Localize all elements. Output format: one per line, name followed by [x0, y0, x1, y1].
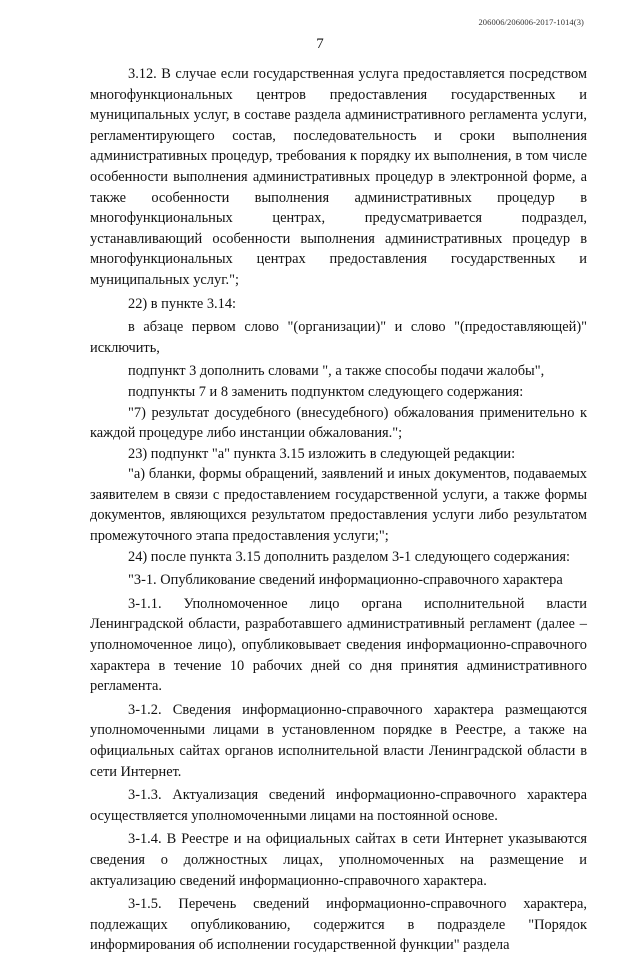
paragraph-item-22: 22) в пункте 3.14: — [128, 295, 237, 312]
paragraph-item-22-subitems-7-8: подпункты 7 и 8 заменить подпунктом следующего содержания: — [128, 383, 524, 400]
paragraph-3-1-3: 3-1.3. Актуализация сведений информационно-справочного характера осуществляется уполномоченными лицами на постоянной основе. — [90, 787, 587, 824]
paragraph-item-23: 23) подпункт "а" пункта 3.15 изложить в следующей редакции: — [128, 445, 516, 462]
paragraph-item-22-first: в абзаце первом слово "(организации)" и слово "(предоставляющей)" исключить, — [90, 319, 587, 356]
paragraph-item-24: 24) после пункта 3.15 дополнить разделом 3-1 следующего содержания: — [128, 548, 571, 565]
paragraph-item-22-subitem-7-text: "7) результат досудебного (внесудебного) обжалования применительно к каждой процедуре либо инстанции обжалования."; — [90, 404, 587, 442]
paragraph-item-22-subitem-3: подпункт 3 дополнить словами ", а также способы подачи жалобы", — [128, 363, 545, 380]
section-3-1-heading: "3-1. Опубликование сведений информационно-справочного характера — [128, 572, 563, 589]
paragraph-3-1-5: 3-1.5. Перечень сведений информационно-справочного характера, подлежащих опубликованию, содержится в подразделе "Порядок информирования об исполнении государственной функции" раздела — [90, 896, 587, 954]
paragraph-3-1-1: 3-1.1. Уполномоченное лицо органа исполнительной власти Ленинградской области, разработавшего административный регламент (далее – уполномоченное лицо), опубликовывает сведения информационно-справочного характера в течение 10 рабочих дней со дня принятия административного регламента. — [90, 595, 587, 695]
document-body — [90, 64, 587, 956]
paragraph-item-23-text: "а) бланки, формы обращений, заявлений и иных документов, подаваемых заявителем в связи с предоставлением государственной услуги, а также формы документов, являющихся результатом предоставления услуги либо результатом промежуточного этапа предоставления услуги;"; — [90, 466, 587, 545]
paragraph-3-1-2: 3-1.2. Сведения информационно-справочного характера размещаются уполномоченными лицами в установленном порядке в Реестре, а также на официальных сайтах органов исполнительной власти Ленинградской области в сети Интернет. — [90, 701, 587, 780]
document-id: 206006/206006-2017-1014(3) — [478, 17, 584, 27]
paragraph-3-1-4: 3-1.4. В Реестре и на официальных сайтах в сети Интернет указываются сведения о должностных лицах, уполномоченных на размещение и актуализацию сведений информационно-справочного характера. — [90, 831, 587, 889]
paragraph-3-12: 3.12. В случае если государственная услуга предоставляется посредством многофункциональных центров предоставления государственных и муниципальных услуг, в составе раздела административного регламента услуги, регламентирующего состав, последовательность и сроки выполнения административных процедур, требования к порядку их выполнения, в том числе особенности выполнения административных процедур в электронной форме, а также особенности выполнения административных процедур в многофункциональных центрах, предусматривается подраздел, устанавливающий особенности выполнения административных процедур в многофункциональных центрах предоставления государственных и муниципальных услуг."; — [90, 66, 587, 288]
page-number: 7 — [316, 36, 324, 52]
